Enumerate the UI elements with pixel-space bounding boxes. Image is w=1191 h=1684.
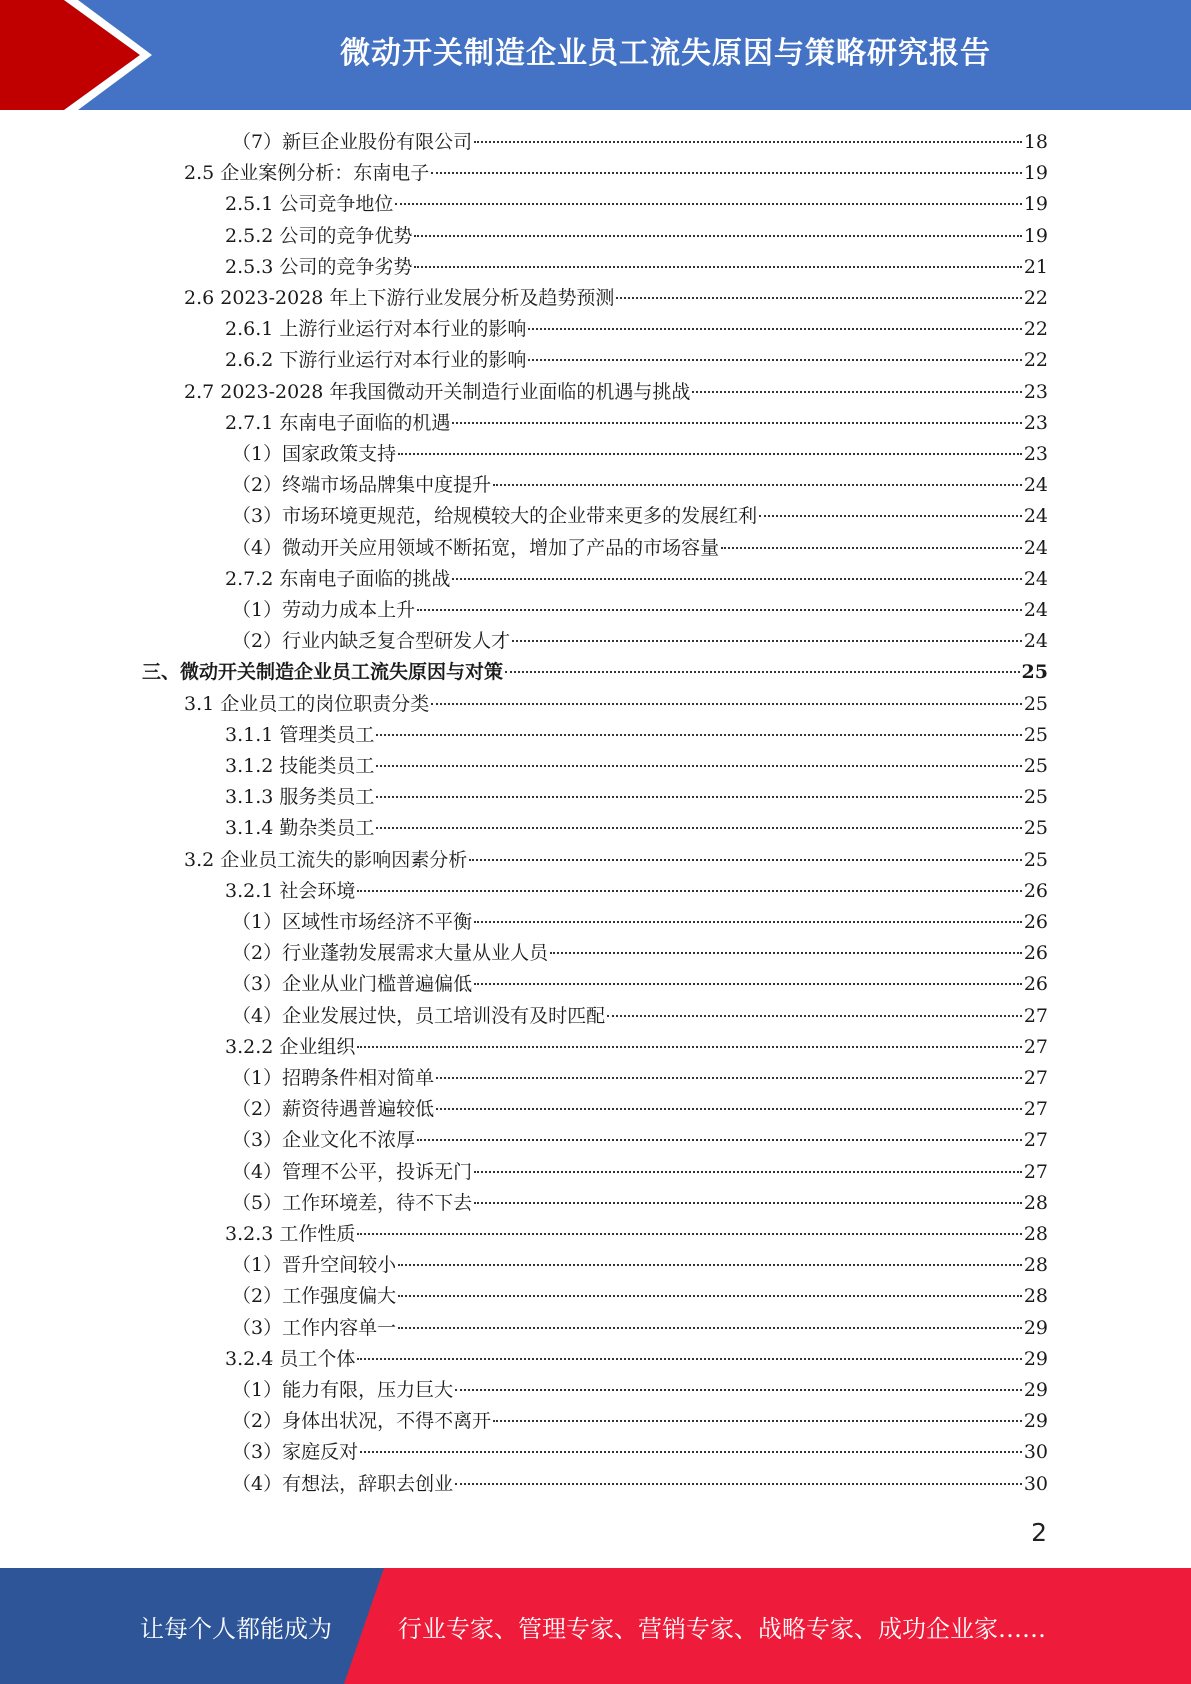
toc-entry[interactable] [232,533,1048,564]
report-title: 微动开关制造企业员工流失原因与策略研究报告 [340,36,991,71]
toc-dot-leader [505,671,1020,673]
toc-entry-page: 24 [1023,536,1048,559]
toc-entry[interactable] [232,938,1048,969]
toc-dot-leader [414,266,1021,268]
toc-entry-label: 3.1.1 管理类员工 [225,723,375,746]
toc-entry-page: 28 [1023,1285,1048,1308]
toc-entry[interactable] [232,595,1048,626]
toc-entry-page: 25 [1023,786,1048,809]
toc-dot-leader [431,172,1022,174]
toc-entry-label: （4）管理不公平，投诉无门 [232,1160,473,1183]
toc-entry-label: 3.1.2 技能类员工 [225,755,375,777]
toc-entry-page: 19 [1023,193,1048,216]
toc-entry-label: （2）终端市场品牌集中度提升 [232,474,492,497]
toc-entry[interactable] [225,189,1048,220]
toc-entry[interactable] [225,564,1048,595]
toc-entry-page: 27 [1023,1067,1048,1089]
toc-entry[interactable] [232,1281,1048,1312]
toc-entry-label: （3）家庭反对 [232,1441,359,1464]
toc-entry[interactable] [232,969,1048,1000]
toc-entry[interactable] [225,1219,1048,1250]
toc-entry-page: 29 [1023,1410,1048,1433]
toc-entry[interactable] [232,626,1048,657]
toc-dot-leader [398,1327,1022,1329]
toc-entry-page: 26 [1023,942,1048,965]
toc-dot-leader [455,1389,1022,1391]
toc-dot-leader [493,1420,1022,1422]
toc-entry-page: 25 [1023,848,1048,871]
toc-entry-page: 19 [1023,162,1048,185]
toc-entry-page: 22 [1023,349,1048,372]
footer-slogan-right: 行业专家、管理专家、营销专家、战略专家、成功企业家…… [398,1614,1046,1643]
toc-dot-leader [436,1077,1022,1079]
toc-entry-page: 25 [1023,817,1048,840]
toc-entry-label: 2.7 2023-2028 年我国微动开关制造行业面临的机遇与挑战 [184,380,691,403]
toc-entry[interactable] [225,408,1048,439]
toc-entry[interactable] [232,1469,1048,1500]
toc-entry[interactable] [232,1313,1048,1344]
toc-dot-leader [493,484,1022,486]
toc-dot-leader [360,1451,1022,1453]
toc-entry-label: 3.1 企业员工的岗位职责分类 [184,692,430,715]
toc-entry-page: 24 [1023,599,1048,621]
toc-dot-leader [357,1233,1021,1235]
toc-entry[interactable] [232,1063,1048,1094]
toc-dot-leader [528,359,1021,361]
toc-entry-label: （7）新巨企业股份有限公司 [232,131,473,153]
toc-entry-page: 27 [1023,1098,1048,1121]
toc-dot-leader [357,1358,1021,1360]
toc-dot-leader [607,1015,1022,1017]
toc-entry[interactable] [184,158,1048,189]
toc-entry-page: 28 [1023,1191,1048,1214]
toc-entry[interactable] [232,470,1048,501]
toc-entry-page: 25 [1023,692,1048,715]
toc-entry[interactable] [232,1250,1048,1281]
toc-entry[interactable] [225,1344,1048,1375]
toc-entry[interactable] [232,127,1048,158]
toc-entry-label: （5）工作环境差，待不下去 [232,1191,473,1214]
toc-entry-label: 2.5.3 公司的竞争劣势 [225,255,413,278]
toc-entry-label: （1）晋升空间较小 [232,1254,397,1277]
toc-dot-leader [376,734,1021,736]
toc-entry[interactable] [225,221,1048,252]
toc-entry-page: 23 [1023,411,1048,434]
toc-dot-leader [469,859,1022,861]
toc-dot-leader [436,1108,1022,1110]
toc-entry-page: 28 [1023,1223,1048,1245]
toc-dot-leader [398,1295,1022,1297]
toc-dot-leader [376,827,1021,829]
toc-entry-label: （3）企业文化不浓厚 [232,1129,416,1152]
toc-entry-page: 23 [1023,380,1048,403]
toc-entry[interactable] [232,501,1048,532]
toc-entry[interactable] [232,907,1048,938]
toc-entry-label: （1）招聘条件相对简单 [232,1067,435,1089]
toc-entry[interactable] [232,1157,1048,1188]
toc-entry-label: 2.5 企业案例分析：东南电子 [184,162,430,185]
page-number: 2 [1031,1518,1047,1547]
toc-entry-page: 18 [1023,131,1048,153]
toc-dot-leader [431,703,1022,705]
toc-entry-label: （1）区域性市场经济不平衡 [232,911,473,933]
toc-entry-page: 30 [1023,1441,1048,1464]
toc-entry-page: 27 [1023,1004,1048,1027]
toc-entry[interactable] [184,845,1048,876]
toc-entry-label: 3.2 企业员工流失的影响因素分析 [184,848,468,871]
toc-entry-page: 24 [1023,630,1048,653]
toc-dot-leader [357,890,1021,892]
toc-entry-label: （2）身体出状况，不得不离开 [232,1410,492,1433]
toc-entry-page: 28 [1023,1254,1048,1277]
toc-entry-page: 30 [1023,1472,1048,1495]
toc-entry[interactable] [232,1125,1048,1156]
toc-entry-label: （4）微动开关应用领域不断拓宽，增加了产品的市场容量 [232,536,720,559]
footer-slogan-left: 让每个人都能成为 [140,1614,332,1643]
toc-entry-label: （4）有想法，辞职去创业 [232,1472,454,1495]
toc-dot-leader [474,1202,1022,1204]
toc-entry[interactable] [184,377,1048,408]
toc-entry-label: （4）企业发展过快，员工培训没有及时匹配 [232,1004,606,1027]
toc-dot-leader [455,1483,1022,1485]
toc-entry-label: 2.7.1 东南电子面临的机遇 [225,411,451,434]
toc-entry[interactable] [232,1188,1048,1219]
toc-dot-leader [721,547,1022,549]
toc-dot-leader [398,453,1022,455]
toc-dot-leader [528,328,1021,330]
toc-dot-leader [616,297,1021,299]
toc-entry[interactable] [232,1094,1048,1125]
toc-entry-page: 24 [1023,567,1048,590]
toc-dot-leader [452,422,1021,424]
toc-entry-page: 25 [1023,755,1048,777]
toc-dot-leader [395,203,1021,205]
toc-entry-label: 2.6 2023-2028 年上下游行业发展分析及趋势预测 [184,287,615,309]
toc-entry-page: 29 [1023,1379,1048,1401]
toc-dot-leader [512,640,1022,642]
toc-dot-leader [759,515,1022,517]
page-footer [0,1568,1191,1684]
toc-entry-label: 3.2.4 员工个体 [225,1347,356,1370]
toc-entry-page: 26 [1023,911,1048,933]
toc-entry[interactable] [232,1375,1048,1406]
toc-entry-label: （3）市场环境更规范，给规模较大的企业带来更多的发展红利 [232,505,758,528]
toc-entry-page: 25 [1023,723,1048,746]
toc-entry-label: 3.2.2 企业组织 [225,1035,356,1058]
toc-entry[interactable] [232,1406,1048,1437]
toc-entry[interactable] [232,439,1048,470]
toc-entry-page: 27 [1023,1160,1048,1183]
toc-dot-leader [357,1046,1021,1048]
toc-entry[interactable] [142,657,1048,688]
toc-dot-leader [417,609,1022,611]
toc-entry[interactable] [225,345,1048,376]
page-header [0,0,1191,110]
toc-entry-page: 21 [1023,255,1048,278]
toc-dot-leader [452,578,1021,580]
toc-entry-page: 24 [1023,505,1048,528]
toc-entry-label: 3.2.3 工作性质 [225,1223,356,1245]
toc-dot-leader [398,1264,1022,1266]
toc-dot-leader [474,921,1022,923]
toc-entry-page: 22 [1023,287,1048,309]
toc-entry[interactable] [225,720,1048,751]
toc-dot-leader [376,765,1021,767]
toc-dot-leader [474,141,1022,143]
toc-entry-label: （3）企业从业门槛普遍偏低 [232,973,473,996]
toc-entry-label: 2.7.2 东南电子面临的挑战 [225,567,451,590]
toc-dot-leader [417,1139,1022,1141]
toc-entry-page: 27 [1023,1129,1048,1152]
toc-entry[interactable] [184,689,1048,720]
toc-entry-page: 24 [1023,474,1048,497]
toc-entry-label: （1）能力有限，压力巨大 [232,1379,454,1401]
toc-entry-label: （2）行业蓬勃发展需求大量从业人员 [232,942,549,965]
toc-entry[interactable] [184,283,1048,314]
toc-entry-label: 2.6.1 上游行业运行对本行业的影响 [225,318,527,341]
toc-entry-label: （1）国家政策支持 [232,443,397,465]
toc-entry[interactable] [225,252,1048,283]
toc-entry-label: （1）劳动力成本上升 [232,599,416,621]
toc-entry-page: 22 [1023,318,1048,341]
toc-dot-leader [414,235,1021,237]
toc-entry-page: 26 [1023,879,1048,902]
toc-entry-page: 26 [1023,973,1048,996]
toc-entry-label: （2）工作强度偏大 [232,1285,397,1308]
toc-entry-page: 29 [1023,1347,1048,1370]
toc-dot-leader [550,952,1022,954]
toc-entry-label: 3.1.3 服务类员工 [225,786,375,809]
toc-entry-page: 29 [1023,1316,1048,1339]
toc-entry-label: 2.5.2 公司的竞争优势 [225,224,413,247]
toc-entry-page: 19 [1023,224,1048,247]
toc-entry[interactable] [225,813,1048,844]
toc-entry[interactable] [225,782,1048,813]
toc-entry[interactable] [232,1437,1048,1468]
toc-entry[interactable] [225,876,1048,907]
toc-entry[interactable] [225,751,1048,782]
toc-entry-label: （3）工作内容单一 [232,1316,397,1339]
toc-entry[interactable] [225,314,1048,345]
toc-entry-page: 27 [1023,1035,1048,1058]
toc-entry[interactable] [232,1001,1048,1032]
toc-entry-page: 23 [1023,443,1048,465]
toc-entry-label: 3.2.1 社会环境 [225,879,356,902]
toc-entry-label: 2.6.2 下游行业运行对本行业的影响 [225,349,527,372]
toc-entry-label: 3.1.4 勤杂类员工 [225,817,375,840]
toc-dot-leader [474,983,1022,985]
toc-dot-leader [692,391,1021,393]
toc-entry-label: 三、微动开关制造企业员工流失原因与对策 [142,661,504,684]
toc-entry-label: 2.5.1 公司竞争地位 [225,193,394,216]
toc-entry-page: 25 [1021,661,1048,684]
toc-dot-leader [376,796,1021,798]
toc-entry-label: （2）行业内缺乏复合型研发人才 [232,630,511,653]
toc-entry-label: （2）薪资待遇普遍较低 [232,1098,435,1121]
toc-dot-leader [474,1171,1022,1173]
toc-entry[interactable] [225,1032,1048,1063]
